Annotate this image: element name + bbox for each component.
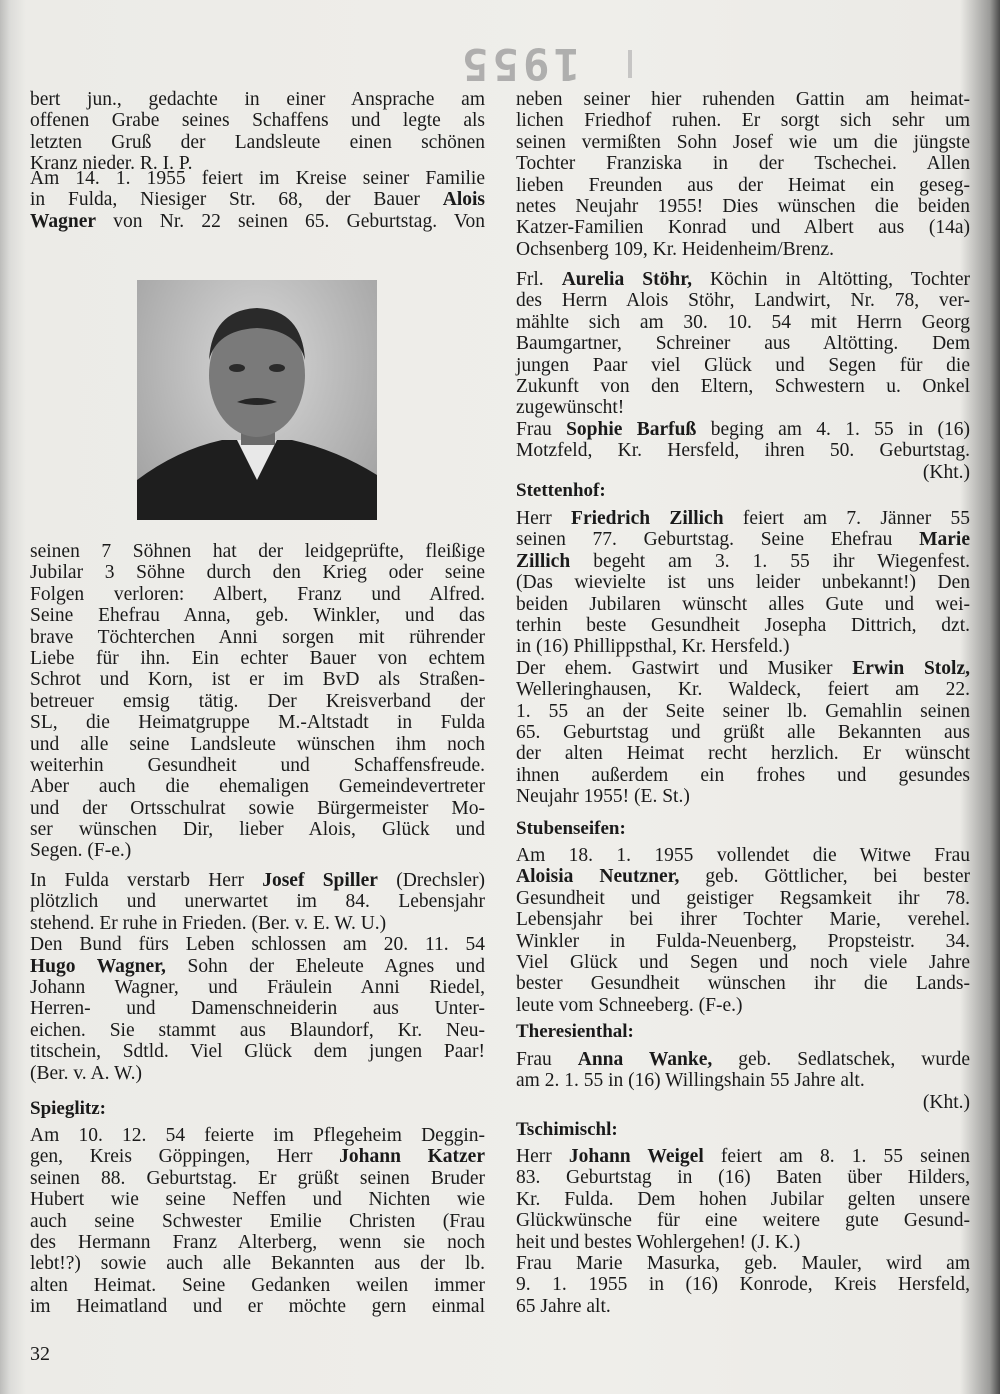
section-heading-spieglitz: Spieglitz: (30, 1098, 106, 1119)
text-line: am 2. 1. 55 in (16) Willingshain 55 Jahre alt. (516, 1070, 865, 1092)
text-line: lebt!?) sowie auch alle Bekannten aus der lb. (30, 1253, 485, 1275)
page-number: 32 (30, 1343, 50, 1365)
text-segment: seinen 77. Geburtstag. Seine Ehefrau (516, 529, 920, 551)
text-segment: Frau (516, 1049, 578, 1070)
text-line: Am 10. 12. 54 feierte im Pflegeheim Deggin- (30, 1125, 485, 1146)
text-line: 65 Jahre alt. (516, 1295, 611, 1317)
text-line (516, 658, 970, 679)
text-line: Katzer-Familien Konrad und Albert aus (14a) (516, 217, 970, 239)
text-line: und der Ortsschulrat sowie Bürgermeister Mo- (30, 797, 485, 819)
article-alois-wagner (30, 168, 485, 232)
text-line: Viel Glück und Segen und noch viele Jahre (516, 951, 970, 973)
text-line (516, 1146, 970, 1167)
text-line: (Ber. v. A. W.) (30, 1062, 142, 1084)
text-line: seinen vermißten Sohn Josef wie um die jüngste (516, 131, 970, 153)
article-katzer-cont (516, 89, 970, 260)
text-segment: Frl. (516, 269, 562, 290)
text-line: Baumgartner, Schreiner aus Altötting. Dem (516, 333, 970, 355)
text-line: betreuer emsig tätig. Der Kreisverband der (30, 690, 485, 712)
text-segment: gen, Kreis Göppingen, Herr (30, 1146, 340, 1168)
article-spiller-wagner (30, 870, 485, 1084)
text-line: Tochter Franziska in der Tschechei. Allen (516, 153, 970, 175)
text-line: 83. Geburtstag in (16) Baten über Hilders, (516, 1167, 970, 1189)
text-line: titschein, Sdtld. Viel Glück dem jungen Paar! (30, 1041, 485, 1063)
text-line: Liebe für ihn. Ein echter Bauer von echtem (30, 647, 485, 669)
bold-name: Johann Katzer (339, 1146, 485, 1168)
text-line: 9. 1. 1955 in (16) Konrode, Kreis Hersfeld, (516, 1274, 970, 1296)
text-line (30, 1146, 485, 1167)
text-line: Aber auch die ehemaligen Gemeindevertreter (30, 776, 485, 798)
text-line: bert jun., gedachte in einer Ansprache am (30, 89, 485, 110)
bold-name: Anna Wanke, (577, 1049, 713, 1070)
text-line: plötzlich und unerwartet im 84. Lebensjahr (30, 891, 485, 913)
text-line: Den Bund fürs Leben schlossen am 20. 11. 54 (30, 934, 485, 956)
text-line: des Hermann Franz Alterberg, wenn sie noch (30, 1231, 485, 1253)
text-line: seinen 88. Geburtstag. Er grüßt seinen Bruder (30, 1167, 485, 1189)
text-line: mählte sich am 30. 10. 54 mit Herrn Georg (516, 311, 970, 333)
text-line: lieben Freunden aus der Heimat ein geseg- (516, 174, 970, 196)
text-line: terhin beste Gesundheit Josepha Dittrich, dzt. (516, 614, 970, 636)
text-line: (Kht.) (922, 461, 970, 483)
bold-name: Hugo Wagner, (30, 955, 166, 977)
text-segment: Herr (516, 1146, 569, 1167)
text-line: SL, die Heimatgruppe M.-Altstadt in Fulda (30, 712, 485, 734)
text-line: Seine Ehefrau Anna, geb. Winkler, und das (30, 605, 485, 627)
text-segment: beging am 4. 1. 55 in (16) (696, 418, 970, 440)
text-segment: In Fulda verstarb Herr (30, 870, 263, 891)
text-line: bester Gesundheit wünschen ihr die Lands- (516, 973, 970, 995)
text-line: weiterhin Gesundheit und Schaffensfreude. (30, 754, 485, 776)
text-segment: in Fulda, Niesiger Str. 68, der Bauer (30, 189, 443, 211)
text-line: seinen 7 Söhnen hat der leidgeprüfte, fleißige (30, 541, 485, 562)
article-stoehr-barfuss (516, 269, 970, 483)
year-stamp: 1955 (458, 38, 580, 89)
text-line: im Heimatland und er möchte gern einmal (30, 1296, 485, 1318)
article-theresienthal (516, 1049, 970, 1113)
text-line: Segen. (F-e.) (30, 840, 132, 862)
text-segment: Köchin in Altötting, Tochter (691, 269, 970, 290)
text-line: Hubert wie seine Neffen und Nichten wie (30, 1189, 485, 1211)
text-segment: Der ehem. Gastwirt und Musiker (516, 657, 853, 679)
text-line: auch seine Schwester Emilie Christen (Frau (30, 1210, 485, 1232)
text-line (516, 508, 970, 529)
text-segment: Herr (516, 508, 572, 529)
text-line (516, 269, 970, 290)
text-line: der alten Heimat recht herzlich. Er wünscht (516, 743, 970, 765)
text-line: Welleringhausen, Kr. Waldeck, feiert am 22. (516, 679, 970, 701)
text-line: Am 14. 1. 1955 feiert im Kreise seiner Familie (30, 168, 485, 189)
section-heading-stettenhof: Stettenhof: (516, 480, 606, 501)
stamp-mark (628, 50, 632, 78)
text-line: Frau Marie Masurka, geb. Mauler, wird am (516, 1252, 970, 1274)
text-line: Schrot und Korn, ist er im BvD als Straßen- (30, 669, 485, 691)
section-heading-stubenseifen: Stubenseifen: (516, 818, 626, 839)
text-line: Kranz nieder. R. I. P. (30, 153, 193, 175)
article-alois-wagner-cont (30, 541, 485, 862)
text-line: Gesundheit und geistiger Regsamkeit ihr 78. (516, 887, 970, 909)
text-segment: begeht am 3. 1. 55 ihr Wiegenfest. (570, 550, 970, 572)
text-line: Lebensjahr bei ihrer Tochter Marie, verehel. (516, 909, 970, 931)
text-line: Am 18. 1. 1955 vollendet die Witwe Frau (516, 845, 970, 866)
text-line: leute vom Schneeberg. (F-e.) (516, 994, 743, 1016)
text-line (516, 529, 970, 550)
text-line: Winkler in Fulda-Neuenberg, Propsteistr. 34. (516, 930, 970, 952)
text-line (30, 870, 485, 891)
text-line: lichen Friedhof ruhen. Er sorgt sich sehr um (516, 110, 970, 132)
bold-name: Aurelia Stöhr, (561, 269, 692, 290)
text-line (30, 956, 485, 977)
text-line: brave Töchterchen Anni sorgen mit rührender (30, 626, 485, 648)
section-heading-tschimischl: Tschimischl: (516, 1119, 618, 1140)
bold-name: Alois (442, 189, 485, 211)
text-line: Glückwünsche für eine weitere gute Gesund- (516, 1210, 970, 1232)
text-line: netes Neujahr 1955! Dies wünschen die beiden (516, 195, 970, 217)
text-line: zugewünscht! (516, 397, 625, 419)
text-line: offenen Grabe seines Schaffens und legte als (30, 110, 485, 132)
text-segment: von Nr. 22 seinen 65. Geburtstag. Von (96, 210, 485, 232)
text-line (30, 189, 485, 210)
bold-name: Erwin Stolz, (852, 657, 970, 679)
portrait-photo (137, 280, 377, 520)
text-segment: geb. Sedlatschek, wurde (712, 1049, 970, 1070)
bold-name: Wagner (30, 210, 97, 232)
bold-name: Josef Spiller (262, 870, 378, 891)
text-segment: geb. Göttlicher, bei bester (679, 866, 970, 888)
text-line: eichen. Sie stammt aus Blaundorf, Kr. Neu- (30, 1019, 485, 1041)
bold-name: Aloisia Neutzner, (516, 866, 680, 888)
bold-name: Zillich (516, 550, 571, 572)
text-segment: feiert am 7. Jänner 55 (723, 508, 970, 529)
text-line: ser wünschen Dir, lieber Alois, Glück und (30, 819, 485, 841)
article-stubenseifen (516, 845, 970, 1016)
bold-name: Sophie Barfuß (566, 418, 697, 440)
text-line: des Herrn Alois Stöhr, Landwirt, Nr. 78, ver- (516, 290, 970, 312)
article-tschimischl (516, 1146, 970, 1317)
text-line: Kr. Fulda. Dem hohen Jubilar gelten unsere (516, 1188, 970, 1210)
bold-name: Marie (919, 529, 970, 551)
text-segment: (Drechsler) (377, 870, 485, 891)
text-line: jungen Paar viel Glück und Segen für die (516, 354, 970, 376)
bold-name: Johann Weigel (568, 1146, 704, 1167)
text-line: in (16) Phillippsthal, Kr. Hersfeld.) (516, 636, 790, 658)
article-funeral-end (30, 89, 485, 175)
text-line: Jubilar 3 Söhne durch den Krieg oder seine (30, 562, 485, 584)
bold-name: Friedrich Zillich (571, 508, 724, 529)
text-line: ihnen außerdem ein frohes und gesundes (516, 764, 970, 786)
article-spieglitz (30, 1125, 485, 1318)
text-line (516, 866, 970, 887)
text-segment: Sohn der Eheleute Agnes und (165, 955, 485, 977)
text-line: Zukunft von den Eltern, Schwestern u. Onkel (516, 375, 970, 397)
text-line: 65. Geburtstag und grüßt alle Bekannten aus (516, 721, 970, 743)
text-line: Ochsenberg 109, Kr. Heidenheim/Brenz. (516, 238, 835, 260)
text-line: Motzfeld, Kr. Hersfeld, ihren 50. Geburtstag. (516, 440, 970, 462)
text-line (516, 1049, 970, 1070)
text-line: (Das wievielte ist uns leider unbekannt!) Den (516, 572, 970, 594)
text-line (30, 211, 485, 232)
section-heading-theresienthal: Theresienthal: (516, 1021, 634, 1042)
text-line: und alle seine Landsleute wünschen ihm noch (30, 733, 485, 755)
text-line: heit und bestes Wohlergehen! (J. K.) (516, 1231, 801, 1253)
text-line: Herren- und Damenschneiderin aus Unter- (30, 998, 485, 1020)
text-line (516, 419, 970, 440)
text-segment: feiert am 8. 1. 55 seinen (703, 1146, 970, 1167)
text-line: 1. 55 an der Seite seiner lb. Gemahlin seinen (516, 700, 970, 722)
text-line: beiden Jubilaren wünscht alles Gute und wei- (516, 593, 970, 615)
text-line: letzten Gruß der Landsleute einen schönen (30, 131, 485, 153)
text-line: stehend. Er ruhe in Frieden. (Ber. v. E. W. U.) (30, 912, 387, 934)
text-line: Folgen verloren: Albert, Franz und Alfred. (30, 583, 485, 605)
text-segment: Frau (516, 418, 567, 440)
article-stettenhof (516, 508, 970, 807)
text-line: neben seiner hier ruhenden Gattin am heimat- (516, 89, 970, 110)
text-line: alten Heimat. Seine Gedanken weilen immer (30, 1274, 485, 1296)
text-line: Johann Wagner, und Fräulein Anni Riedel, (30, 976, 485, 998)
text-line: (Kht.) (922, 1091, 970, 1113)
text-line: Neujahr 1955! (E. St.) (516, 786, 690, 808)
text-line (516, 551, 970, 572)
